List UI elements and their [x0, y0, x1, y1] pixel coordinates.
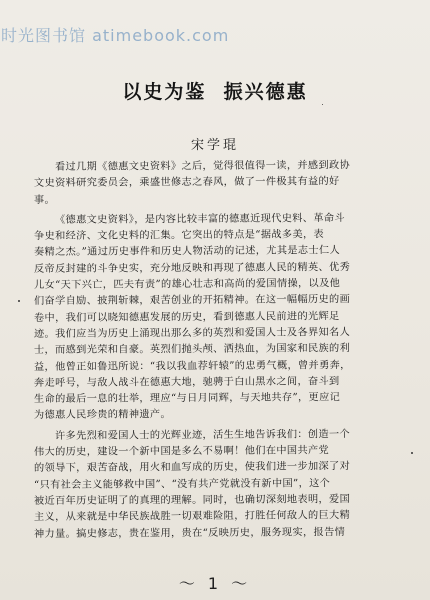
- text-line: 为德惠人民珍贵的精神遗产。: [33, 409, 172, 422]
- text-line: 神力量。搞史修志，贵在鉴用，贵在“反映历史，服务现实，报告情: [33, 526, 346, 540]
- text-line: 主义，从来就是中华民族战胜一切艰难险阻，打胜任何敌人的巨大精: [33, 510, 351, 524]
- text-line: 争史和经济、文化史料的汇集。它突出的特点是“据战多美，表: [33, 229, 325, 243]
- text-line: 生命的最后一息的壮举，理应“与日月同辉，与天地共存”，更应记: [33, 392, 341, 406]
- scan-speck: [411, 452, 413, 454]
- article-body: [34, 160, 406, 543]
- page-number: ～ 1 ～: [178, 574, 252, 593]
- text-line: 士，而感到光荣和自豪。英烈们抛头颅、洒热血，为国家和民族的利: [33, 343, 351, 357]
- article-author: 宋学琨: [190, 138, 239, 153]
- text-line: 们奋学自励、披荆斩棘，艰苦创业的开拓精神。在这一幅幅历史的画: [33, 294, 351, 308]
- scan-speck: [18, 300, 20, 302]
- site-watermark: 时光图书馆 atimebook.com: [1, 26, 230, 45]
- text-line: “只有社会主义能够救中国”、“没有共产党就没有新中国”，这个: [33, 477, 331, 491]
- text-line: 许多先烈和爱国人士的光辉业迹，活生生地告诉我们：创造一个: [54, 428, 351, 442]
- text-line: 文史资料研究委员会，乘盛世修志之春风，做了一件极其有益的好: [33, 176, 340, 190]
- text-line: 奔走呼号，与敌人战斗在德惠大地，驰骋于白山黑水之间，奋斗到: [33, 375, 340, 389]
- text-line: 伟大的历史，建设一个新中国是多么不易啊！他们在中国共产党: [33, 445, 330, 459]
- article-title: 以史为鉴 振兴德惠: [122, 81, 308, 103]
- text-line: 事。: [33, 194, 56, 206]
- text-line: 卷中，我们可以晓知德惠发展的历史，看到德惠人民前进的光辉足: [33, 310, 340, 324]
- text-line: 反帝反封建的斗争史实，充分地反映和再现了德惠人民的精英、优秀: [33, 261, 351, 275]
- text-line: 儿女“天下兴亡，匹夫有责”的雄心壮志和高尚的爱国情操，以及他: [33, 278, 341, 292]
- text-line: 看过几期《德惠文史资料》之后，觉得很值得一读，并感到政协: [54, 160, 351, 173]
- text-line: 迹。我们应当为历史上涌现出那么多的英烈和爱国人士及各界知名人: [33, 327, 351, 340]
- scan-speck: [322, 104, 323, 105]
- text-line: 益，他曾正如鲁迅所说：“我以我血荐轩辕”的忠勇气概，曾并勇奔，: [33, 359, 351, 373]
- text-line: 被近百年历史证明了的真理的理解。同时，也确切深刻地表明，爱国: [33, 494, 351, 507]
- text-line: 《德惠文史资料》，是内容比较丰富的德惠近现代史料、革命斗: [54, 212, 345, 226]
- text-line: 的领导下，艰苦奋战，用火和血写成的历史，使我们进一步加深了对: [33, 461, 351, 475]
- text-line: 奏精之杰。”通过历史事件和历史人物活动的记述，尤其是志士仁人: [33, 245, 341, 259]
